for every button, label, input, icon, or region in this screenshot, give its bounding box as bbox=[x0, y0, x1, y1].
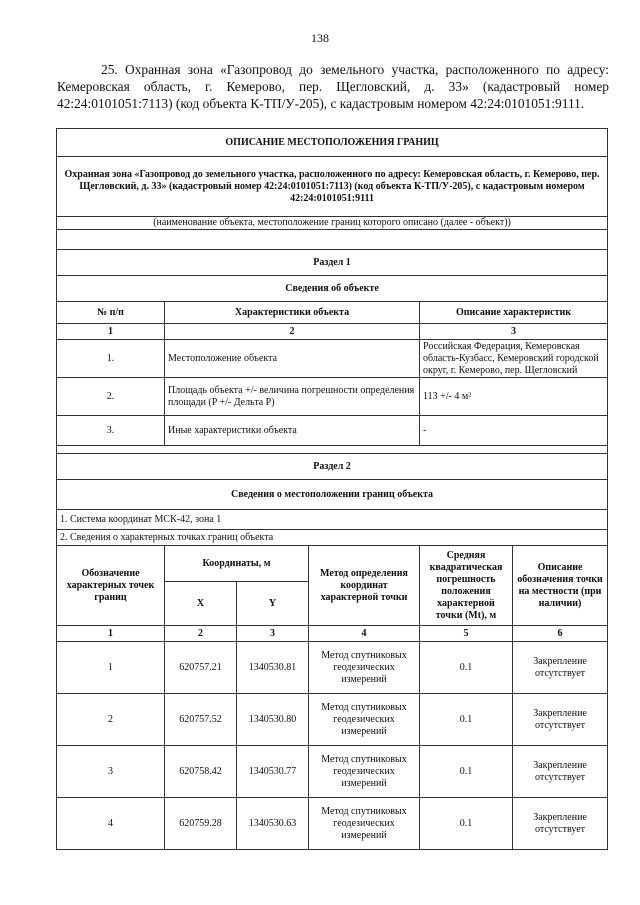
s2-header-x: X bbox=[165, 582, 237, 626]
s2-colnum-1: 1 bbox=[57, 626, 165, 642]
s1-row-characteristic: Иные характеристики объекта bbox=[165, 416, 420, 446]
point-x: 620757.52 bbox=[165, 694, 237, 746]
point-y: 1340530.81 bbox=[237, 642, 309, 694]
object-name: Охранная зона «Газопровод до земельного участка, расположенного по адресу: Кемеровская область, г. Кемерово, пер. Щегловский, д. 33» (кадастровый номер 42:24:0101051:7113) (код объекта К-ТП/У-205), с кадастровым номером 42:24:0101051:9111 bbox=[57, 157, 608, 217]
object-caption: (наименование объекта, местоположение границ которого описано (далее - объект)) bbox=[57, 217, 608, 230]
s2-header-coords: Координаты, м bbox=[165, 546, 309, 582]
s1-header-num: № п/п bbox=[57, 302, 165, 324]
point-y: 1340530.80 bbox=[237, 694, 309, 746]
s1-row-num: 3. bbox=[57, 416, 165, 446]
section2-subtitle: Сведения о местоположении границ объекта bbox=[57, 480, 608, 510]
section1-title: Раздел 1 bbox=[57, 250, 608, 276]
s2-header-designation: Обозначение характерных точек границ bbox=[57, 546, 165, 626]
point-error: 0.1 bbox=[420, 694, 513, 746]
point-marking: Закрепление отсутствует bbox=[513, 642, 608, 694]
point-id: 3 bbox=[57, 746, 165, 798]
boundary-description-table bbox=[56, 128, 608, 850]
point-x: 620757.21 bbox=[165, 642, 237, 694]
s2-header-y: Y bbox=[237, 582, 309, 626]
s2-header-marking: Описание обозначения точки на местности (при наличии) bbox=[513, 546, 608, 626]
point-x: 620758.42 bbox=[165, 746, 237, 798]
table-row bbox=[57, 746, 608, 798]
points-caption: 2. Сведения о характерных точках границ объекта bbox=[57, 530, 608, 546]
s2-header-error: Средняя квадратическая погрешность положения характерной точки (Mt), м bbox=[420, 546, 513, 626]
point-y: 1340530.63 bbox=[237, 798, 309, 850]
page-number: 138 bbox=[311, 31, 329, 45]
s1-row-characteristic: Площадь объекта +/- величина погрешности определения площади (P +/- Дельта P) bbox=[165, 378, 420, 416]
point-id: 4 bbox=[57, 798, 165, 850]
s1-row-num: 2. bbox=[57, 378, 165, 416]
table-row bbox=[57, 694, 608, 746]
point-error: 0.1 bbox=[420, 798, 513, 850]
s1-colnum-2: 2 bbox=[165, 324, 420, 340]
point-method: Метод спутниковых геодезических измерений bbox=[309, 642, 420, 694]
s1-colnum-1: 1 bbox=[57, 324, 165, 340]
s1-row-description: Российская Федерация, Кемеровская область-Кузбасс, Кемеровский городской округ, г. Кемерово, пер. Щегловский bbox=[420, 340, 608, 378]
s1-row-description: - bbox=[420, 416, 608, 446]
point-x: 620759.28 bbox=[165, 798, 237, 850]
s2-colnum-6: 6 bbox=[513, 626, 608, 642]
point-method: Метод спутниковых геодезических измерений bbox=[309, 694, 420, 746]
section1-subtitle: Сведения об объекте bbox=[57, 276, 608, 302]
section2-title: Раздел 2 bbox=[57, 454, 608, 480]
point-error: 0.1 bbox=[420, 642, 513, 694]
document-title: ОПИСАНИЕ МЕСТОПОЛОЖЕНИЯ ГРАНИЦ bbox=[57, 129, 608, 157]
s1-row-characteristic: Местоположение объекта bbox=[165, 340, 420, 378]
s1-row-description: 113 +/- 4 м² bbox=[420, 378, 608, 416]
point-method: Метод спутниковых геодезических измерений bbox=[309, 746, 420, 798]
intro-paragraph: 25. Охранная зона «Газопровод до земельного участка, расположенного по адресу: Кемеровская область, г. Кемерово, пер. Щегловский, д. 33» (кадастровый номер 42:24:0101051:7113) (код объекта К-ТП/У-205), с кадастровым номером 42:24:0101051:9111. bbox=[57, 62, 609, 111]
point-marking: Закрепление отсутствует bbox=[513, 798, 608, 850]
s1-header-characteristic: Характеристики объекта bbox=[165, 302, 420, 324]
point-method: Метод спутниковых геодезических измерений bbox=[309, 798, 420, 850]
s2-colnum-4: 4 bbox=[309, 626, 420, 642]
s1-header-description: Описание характеристик bbox=[420, 302, 608, 324]
coordinate-system: 1. Система координат МСК-42, зона 1 bbox=[57, 510, 608, 530]
point-marking: Закрепление отсутствует bbox=[513, 694, 608, 746]
point-id: 2 bbox=[57, 694, 165, 746]
point-error: 0.1 bbox=[420, 746, 513, 798]
table-row bbox=[57, 416, 608, 446]
s2-colnum-5: 5 bbox=[420, 626, 513, 642]
s2-colnum-3: 3 bbox=[237, 626, 309, 642]
table-row bbox=[57, 378, 608, 416]
s1-row-num: 1. bbox=[57, 340, 165, 378]
point-y: 1340530.77 bbox=[237, 746, 309, 798]
s2-colnum-2: 2 bbox=[165, 626, 237, 642]
table-row bbox=[57, 340, 608, 378]
point-marking: Закрепление отсутствует bbox=[513, 746, 608, 798]
table-row bbox=[57, 642, 608, 694]
s2-header-method: Метод определения координат характерной точки bbox=[309, 546, 420, 626]
point-id: 1 bbox=[57, 642, 165, 694]
table-row bbox=[57, 798, 608, 850]
s1-colnum-3: 3 bbox=[420, 324, 608, 340]
